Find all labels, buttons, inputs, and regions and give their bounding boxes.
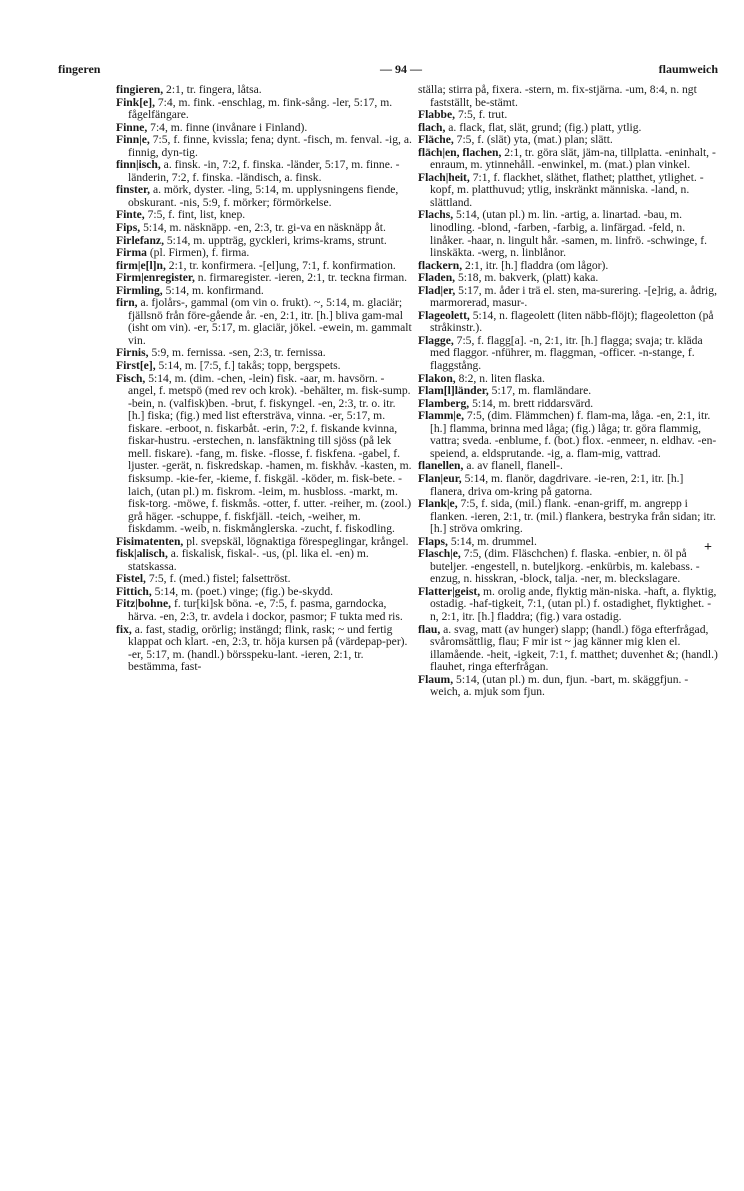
entry-headword: fläch|en, flachen,	[418, 145, 502, 159]
entry-definition: 5:14, m. [7:5, f.] takås; topp, bergspets.	[158, 359, 341, 373]
entry-headword: Flachs,	[418, 208, 454, 222]
entry-headword: Firlefanz,	[116, 233, 164, 247]
entry-definition: 7:5, (dim. Flämmchen) f. flam-ma, låga. -en, 2:1, itr. [h.] flamma, brinna med låga; (fig.) låga; tr. göra flammig, vattra; sveda. -enblume, f. (bot.) flox. -enmeer, n. eldhav. -en-speiend, a. eldsprutande. -ig, a. flam-mig, vattrad.	[430, 409, 717, 460]
dictionary-entry	[116, 159, 412, 184]
dictionary-entry	[418, 586, 718, 624]
entry-definition: 7:5, f. fint, list, knep.	[147, 208, 246, 222]
page-number: — 94 —	[380, 62, 422, 76]
entry-headword: Flakon,	[418, 371, 456, 385]
dictionary-entry	[116, 598, 412, 623]
entry-definition: 5:17, m. flamländare.	[491, 384, 592, 398]
entry-headword: Flageolett,	[418, 308, 470, 322]
dictionary-entry	[418, 172, 718, 210]
entry-definition: 7:5, f. trut.	[457, 108, 508, 122]
entry-definition: 2:1, itr. [h.] fladdra (om lågor).	[465, 258, 609, 272]
entry-headword: Flaum,	[418, 672, 454, 686]
dictionary-entry	[418, 147, 718, 172]
entry-definition: 7:5, f. (slät) yta, (mat.) plan; slätt.	[456, 133, 613, 147]
entry-definition: n. firmaregister. -ieren, 2:1, tr. teckna firman.	[197, 271, 408, 285]
entry-headword: Fips,	[116, 221, 141, 235]
entry-headword: Flasch|e,	[418, 547, 461, 561]
entry-headword: Fittich,	[116, 584, 152, 598]
entry-definition: 7:5, f. flagg[a]. -n, 2:1, itr. [h.] flagga; svaja; tr. kläda med flaggor. -nführer, m. flaggman, -officer. -n-stange, f. flaggstång.	[430, 333, 703, 373]
entry-headword: First[e],	[116, 359, 156, 373]
entry-definition: 7:5, f. finne, kvissla; fena; dynt. -fisch, m. fenval. -ig, a. finnig, dyn-tig.	[128, 133, 412, 159]
entry-definition: 5:14, m. näsknäpp. -en, 2:3, tr. gi-va en näsknäpp åt.	[143, 221, 386, 235]
dictionary-entry	[418, 410, 718, 460]
entry-headword: Fitz|bohne,	[116, 597, 172, 611]
entry-headword: Flaps,	[418, 534, 448, 548]
header-right-guideword: flaumweich	[658, 62, 718, 76]
entry-headword: Firma	[116, 246, 147, 260]
entry-definition: a. fjolårs-, gammal (om vin o. frukt). ~, 5:14, m. glaciär; fjällsnö från före-gående år. -en, 2:1, itr. [h.] bliva gam-mal (isht om vin). -er, 5:17, m. glaciär, jökel. -ewein, m. gammalt vin.	[128, 296, 412, 347]
entry-headword: Firmling,	[116, 283, 163, 297]
entry-definition: pl. svepskäl, lögnaktiga förespeglingar, krångel.	[186, 534, 409, 548]
entry-definition: a. av flanell, flanell-.	[466, 459, 563, 473]
entry-definition: 5:14, m. konfirmand.	[165, 283, 264, 297]
entry-definition: 5:14, (utan pl.) m. lin. -artig, a. linartad. -bau, m. linodling. -blond, -farben, -farbig, a. linfärgad. -feld, n. linåker. -haar, n. lingult hår. -samen, m. linfrö. -schwinge, f. linskäkta. -werg, n. linblånor.	[430, 208, 708, 260]
entry-definition: ställa; stirra på, fixera. -stern, m. fix-stjärna. -um, 8:4, n. ngt fastställt, be-stämt.	[418, 83, 697, 109]
entry-definition: 5:14, m. drummel.	[450, 534, 537, 548]
entry-headword: Fladen,	[418, 271, 456, 285]
entry-definition: 5:14, m. uppträg, gyckleri, krims-krams, strunt.	[166, 233, 387, 247]
entry-headword: Finn|e,	[116, 133, 150, 147]
entry-headword: Flagge,	[418, 333, 454, 347]
entry-headword: Flamberg,	[418, 396, 470, 410]
entry-definition: 5:9, m. fernissa. -sen, 2:3, tr. fernissa.	[151, 346, 326, 360]
dictionary-entry	[418, 335, 718, 373]
dictionary-entry	[418, 473, 718, 498]
running-header	[58, 62, 718, 82]
entry-definition: 7:4, m. finne (invånare i Finland).	[150, 120, 308, 134]
entry-headword: Flan|eur,	[418, 471, 462, 485]
entry-headword: firm|e[l]n,	[116, 258, 166, 272]
entry-headword: flanellen,	[418, 459, 464, 473]
entry-headword: flach,	[418, 120, 446, 134]
entry-definition: 2:1, tr. göra slät, jäm-na, tillplatta. -eninhalt, -enraum, m. ytinnehåll. -enwinkel, m. (mat.) plan vinkel.	[430, 145, 716, 172]
entry-definition: a. fiskalisk, fiskal-. -us, (pl. lika el. -en) m. statskassa.	[128, 547, 369, 573]
entry-headword: Flabbe,	[418, 108, 456, 122]
entry-definition: 5:14, m. flanör, dagdrivare. -ie-ren, 2:1, itr. [h.] flanera, driva om-kring på gatorna.	[430, 471, 684, 498]
dictionary-entry	[418, 548, 718, 586]
entry-headword: finster,	[116, 183, 151, 197]
dictionary-entry	[116, 184, 412, 209]
entry-headword: Firm|enregister,	[116, 271, 195, 285]
entry-headword: Fläche,	[418, 133, 454, 147]
entry-definition: 7:5, f. sida, (mil.) flank. -enan-griff, m. angrepp i flanken. -ieren, 2:1, tr. (mil.) flankera, bestryka från sidan; itr. [h.] ströva omkring.	[430, 497, 716, 536]
dictionary-entry	[418, 674, 718, 699]
entry-headword: fix,	[116, 622, 132, 636]
header-left-guideword: fingeren	[58, 62, 101, 76]
entry-definition: 7:5, f. (med.) fistel; falsettröst.	[148, 572, 291, 586]
entry-definition: (pl. Firmen), f. firma.	[149, 246, 250, 260]
entry-definition: 5:14, m. (poet.) vinge; (fig.) be-skydd.	[154, 584, 334, 598]
entry-headword: Flank|e,	[418, 497, 458, 511]
dictionary-entry	[418, 84, 718, 109]
left-column	[116, 84, 412, 674]
entry-headword: Firnis,	[116, 346, 149, 360]
entry-definition: 5:14, m. brett riddarsvärd.	[472, 396, 594, 410]
entry-definition: 5:14, m. (dim. -chen, -lein) fisk. -aar, m. havsörn. -angel, f. metspö (med rev och krok). -behälter, m. fisk-sump. -bein, n. (valfisk)ben. -brut, f. fiskyngel. -en, 2:3, tr. o. itr. [h.] fiska; (fig.) med list eftersträva, vinna. -er, 5:17, m. fiskare. -erboot, n. fiskarbåt. -erin, 7:2, f. fiskande kvinna, fiskar-hustru. -erstechen, n. lansfäktning till sjöss (på lek mell. fiskare). -fang, m. fiske. -flosse, f. fiskfena. -gabel, f. ljuster. -gerät, n. fiskredskap. -hamen, m. fiskhåv. -kasten, m. fisksump. -kie-fer, -kieme, f. fiskgäl. -köder, m. fisk-bete. -laich, (utan pl.) m. fiskrom. -leim, m. husbloss. -markt, m. fisk-torg. -möwe, f. fiskmås. -otter, f. utter. -reiher, m. (zool.) grå häger. -schuppe, f. fiskfjäll. -teich, -weiher, m. fiskdamm. -weib, n. fiskmånglerska. -zucht, f. fiskodling.	[128, 371, 412, 536]
entry-headword: Fistel,	[116, 572, 146, 586]
entry-definition: 5:17, m. åder i trä el. sten, ma-surering. -[e]rig, a. ådrig, marmorerad, masur-.	[430, 283, 717, 310]
entry-headword: flau,	[418, 622, 441, 636]
entry-headword: Fink[e],	[116, 95, 155, 109]
entry-headword: Finne,	[116, 120, 148, 134]
entry-definition: 7:1, f. flackhet, släthet, flathet; platthet, ytlighet. -kopf, m. platthuvud; ytlig, inskränkt människa. -land, n. slättland.	[430, 170, 704, 209]
entry-headword: Flatter|geist,	[418, 584, 481, 598]
entry-definition: 2:1, tr. konfirmera. -[el]ung, 7:1, f. konfirmation.	[168, 258, 396, 272]
entry-definition: 7:4, m. fink. -enschlag, m. fink-sång. -ler, 5:17, m. fågelfängare.	[128, 95, 393, 122]
dictionary-entry	[418, 285, 718, 310]
entry-headword: fingieren,	[116, 83, 164, 96]
dictionary-entry	[116, 624, 412, 674]
entry-definition: a. finsk. -in, 7:2, f. finska. -länder, 5:17, m. finne. -länderin, 7:2, f. finska. -ländisch, a. finsk.	[128, 158, 400, 184]
entry-definition: 5:14, n. flageolett (liten näbb-flöjt); flageoletton (på stråkinstr.).	[430, 308, 714, 335]
dictionary-entry	[116, 134, 412, 159]
entry-definition: a. mörk, dyster. -ling, 5:14, m. upplysningens fiende, obskurant. -nis, 5:9, f. mörker; förmörkelse.	[128, 183, 399, 209]
dictionary-entry	[116, 97, 412, 122]
entry-headword: flackern,	[418, 258, 463, 272]
dictionary-entry	[418, 209, 718, 259]
entry-definition: a. svag, matt (av hunger) slapp; (handl.) föga efterfrågad, svåromsättlig, flau; F mir ist ~ jag känner mig klen el. illamående. -heit, -igkeit, 7:1, f. matthet; duvenhet &; (handl.) flauhet, ringa efterfrågan.	[430, 622, 718, 674]
entry-definition: 5:14, (utan pl.) m. dun, fjun. -bart, m. skäggfjun. -weich, a. mjuk som fjun.	[430, 672, 689, 699]
dictionary-entry	[116, 373, 412, 536]
entry-headword: Fisch,	[116, 371, 146, 385]
entry-headword: firn,	[116, 296, 138, 310]
entry-definition: a. flack, flat, slät, grund; (fig.) platt, ytlig.	[448, 120, 642, 134]
entry-headword: finn|isch,	[116, 158, 161, 172]
entry-definition: m. orolig ande, flyktig män-niska. -haft, a. flyktig, ostadig. -haf-tigkeit, 7:1, (utan pl.) f. ostadighet, flyktighet. -n, 2:1, itr. [h.] fladdra; (fig.) vara ostadig.	[430, 584, 717, 623]
entry-definition: 5:18, m. bakverk, (platt) kaka.	[457, 271, 599, 285]
dictionary-entry	[116, 297, 412, 347]
entry-headword: fisk|alisch,	[116, 547, 168, 561]
entry-definition: f. tur[ki]sk böna. -e, 7:5, f. pasma, garndocka, härva. -en, 2:3, tr. avdela i dockor, pasmor; F tukta med ris.	[128, 597, 403, 623]
entry-definition: 7:5, (dim. Fläschchen) f. flaska. -enbier, n. öl på buteljer. -engestell, n. buteljkorg. -enkürbis, m. kalebass. -enzug, n. hisskran, -block, talja. -ner, m. bleckslagare.	[430, 547, 700, 586]
entry-headword: Flam[l]länder,	[418, 384, 489, 398]
entry-headword: Flad|er,	[418, 283, 456, 297]
entry-definition: 8:2, n. liten flaska.	[458, 371, 545, 385]
entry-headword: Flamm|e,	[418, 409, 465, 423]
dictionary-entry	[116, 548, 412, 573]
entry-definition: a. fast, stadig, orörlig; instängd; flink, rask; ~ und fertig klappat och klart. -en, 2:3, tr. höja kursen på (värdepap-per). -er, 5:17, m. (handl.) börsspeku-lant. -ieren, 2:1, tr. bestämma, fast-	[128, 622, 408, 674]
entry-definition: 2:1, tr. fingera, låtsa.	[166, 83, 262, 96]
dictionary-entry	[418, 624, 718, 674]
entry-headword: Flach|heit,	[418, 170, 470, 184]
entry-headword: Fisimatenten,	[116, 534, 184, 548]
right-column	[418, 84, 718, 699]
margin-plus-mark: +	[704, 540, 712, 555]
entry-headword: Finte,	[116, 208, 145, 222]
dictionary-entry	[418, 310, 718, 335]
dictionary-entry	[418, 498, 718, 536]
